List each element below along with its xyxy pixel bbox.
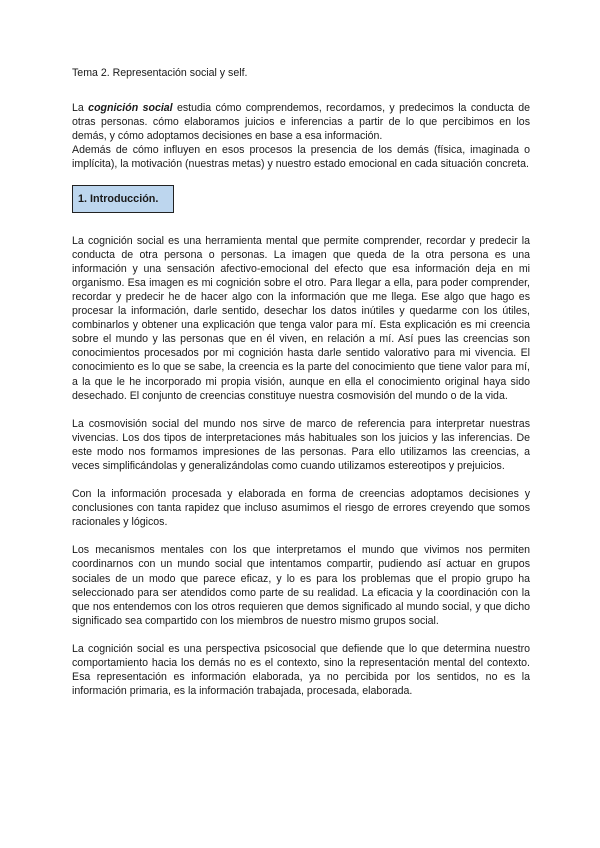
topic-title: Tema 2. Representación social y self. [72, 67, 248, 79]
key-term: cognición social [88, 102, 173, 115]
body-paragraph: Con la información procesada y elaborada en forma de creencias adoptamos decisiones y conclusiones con tanta rapidez que incluso asumimos el riesgo de errores creyendo que somos racionales y lógicos. [72, 488, 530, 529]
document-page [72, 66, 530, 698]
section-heading: 1. Introducción. [72, 185, 174, 213]
body-paragraph: La cognición social es una herramienta mental que permite comprender, recordar y predecir la conducta de otra persona o personas. La imagen que queda de la otra persona es una información y una sensación afectivo-emocional del efecto que esa información deja en mi organismo. Esa imagen es mi cognición sobre el otro. Para llegar a ella, para poder comprender, recordar y predecir he de hacer algo con la información que me llega. Ese algo que hago es procesar la información, darle sentido, desechar los datos inútiles y quedarme con los útiles, combinarlos y obtener una explicación que tenga valor para mí. Esta explicación es mi creencia sobre el mundo y las personas que en él viven, en relación a mí. Así pues las creencias son conocimientos procesados por mi cognición hasta darle sentido valorativo para mi vivencia. El conocimiento es lo que se sabe, la creencia es la parte del conocimiento que tiene valor para mí, a la que le he incorporado mi propia visión, aunque en ella el conocimiento original haya sido desechado. El conjunto de creencias constituye nuestra cosmovisión del mundo o de la vida. [72, 234, 530, 402]
body-paragraph: Los mecanismos mentales con los que interpretamos el mundo que vivimos nos permiten coordinarnos con un mundo social que intentamos compartir, pudiendo así actuar en grupos sociales de un modo que parece eficaz, y lo es para los problemas que el propio grupo ha seleccionado para ser atendidos como parte de su realidad. La eficacia y la coordinación con la que nos entendemos con los otros requieren que demos significado al mundo social, y que dicho significado sea compartido con los miembros de nuestro mismo grupos social. [72, 544, 530, 627]
intro-paragraph-2: Además de cómo influyen en esos procesos la presencia de los demás (física, imaginada o implícita), la motivación (nuestras metas) y nuestro estado emocional en cada situación concreta. [72, 144, 530, 171]
intro-rest: estudia cómo comprendemos, recordamos, y predecimos la conducta de otras personas. cómo elaboramos juicios e inferencias a partir de lo que percibimos en los demás, y cómo adoptamos decisiones en base a esa información. [72, 102, 530, 143]
body-paragraph: La cosmovisión social del mundo nos sirve de marco de referencia para interpretar nuestras vivencias. Los dos tipos de interpretaciones más habituales son los juicios y las inferencias. De este modo nos formamos impresiones de las personas. Para ello utilizamos las creencias, a veces simplificándolas y generalizándolas como cuando utilizamos estereotipos y prejuicios. [72, 417, 530, 472]
intro-lead: La [72, 102, 89, 115]
intro-paragraph [72, 101, 530, 143]
body-paragraph: La cognición social es una perspectiva psicosocial que defiende que lo que determina nuestro comportamiento hacia los demás no es el contexto, sino la representación mental del contexto. Esa representación es información elaborada, ya no percibida por los sentidos, no es la información primaria, es la información trabajada, procesada, elaborada. [72, 642, 530, 698]
